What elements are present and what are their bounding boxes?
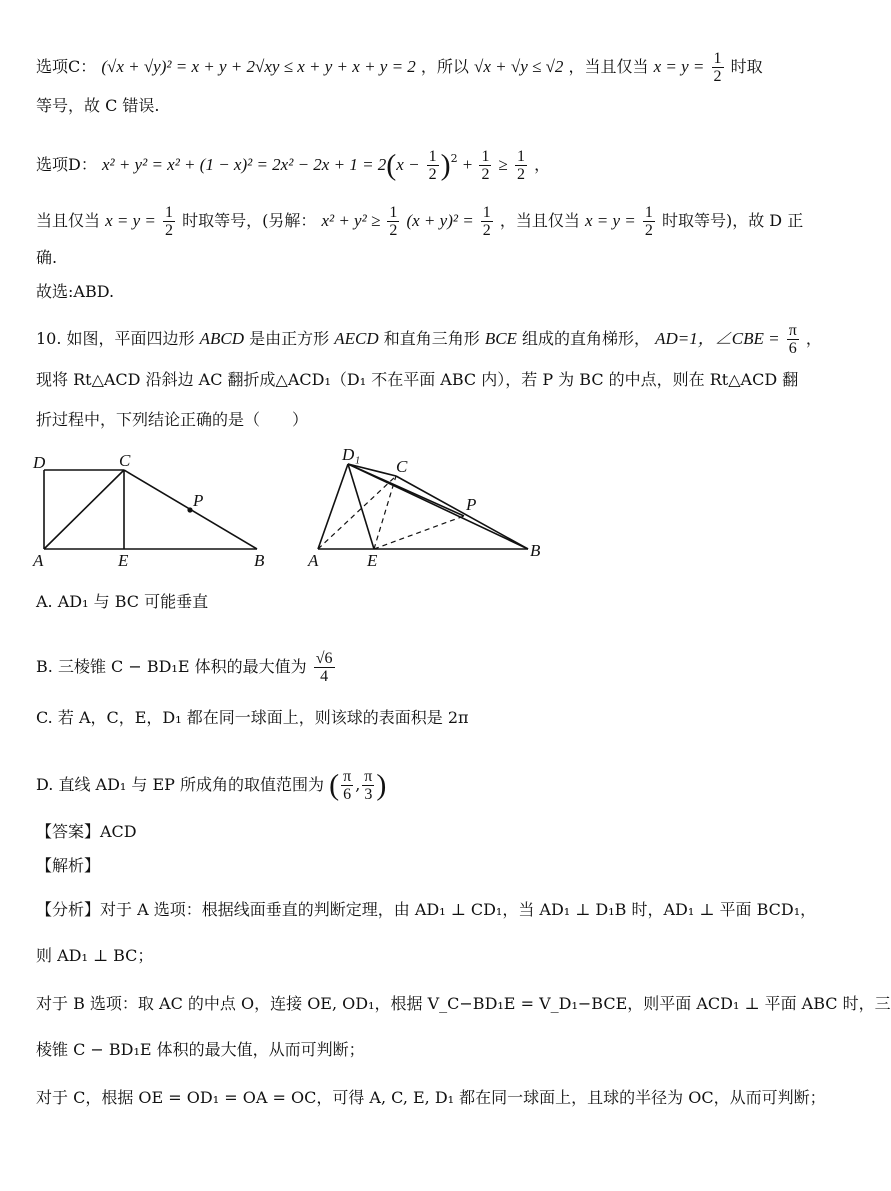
- label-d: D: [33, 453, 46, 472]
- label-p: P: [466, 495, 477, 514]
- analysis-heading: 【解析】: [36, 856, 101, 875]
- label-b: B: [530, 541, 541, 560]
- question-10-line2: 现将 Rt△ACD 沿斜边 AC 翻折成△ACD₁（D₁ 不在平面 ABC 内），若 P 为 BC 的中点，则在 Rt△ACD 翻: [36, 370, 799, 389]
- analysis-p2: 则 AD₁ ⊥ BC；: [36, 946, 154, 965]
- option-c-line: 选项C： (√x + √y)² = x + y + 2√xy ≤ x + y + x + y = 2 ，所以 √x + √y ≤ √2 ，当且仅当 x = y = $\frac{1}{2}$ 时取: [36, 50, 763, 85]
- analysis-p5: 对于 C，根据 OE = OD₁ = OA = OC，可得 A, C, E, D₁ 都在同一球面上，且球的半径为 OC，从而可判断；: [36, 1088, 826, 1107]
- figure-folded: [300, 444, 550, 573]
- option-d-line: 选项D： x² + y² = x² + (1 − x)² = 2x² − 2x + 1 = 2(x − $\frac{1}{2}$ )$^2$ + $\frac{1}{2}$ ≥ $\frac{1}{2}$ ，: [36, 148, 551, 183]
- math-expression: x² + y² = x² + (1 − x)² = 2x² − 2x + 1 = 2: [101, 155, 387, 174]
- figure-trapezoid: [30, 448, 280, 573]
- label-d1: D₁: [342, 445, 361, 464]
- label-c: C: [396, 457, 408, 476]
- label-p: P: [193, 491, 204, 510]
- analysis-p4: 棱锥 C − BD₁E 体积的最大值，从而可判断；: [36, 1040, 365, 1059]
- math-expression: (√x + √y)² = x + y + 2√xy ≤ x + y + x + y = 2: [101, 57, 416, 76]
- option-c: C. 若 A，C，E，D₁ 都在同一球面上，则该球的表面积是 2π: [36, 708, 469, 727]
- math-expression: √x + √y ≤ √2: [474, 57, 564, 76]
- label-e: E: [367, 551, 378, 570]
- analysis-p1: 【分析】对于 A 选项：根据线面垂直的判断定理，由 AD₁ ⊥ CD₁，当 AD₁ ⊥ D₁B 时，AD₁ ⊥ 平面 BCD₁，: [36, 900, 817, 919]
- option-c-line2: 等号，故 C 错误.: [36, 96, 160, 115]
- fraction: $\frac{1}{2}$: [428, 148, 437, 183]
- label-e: E: [118, 551, 129, 570]
- option-d-line3: 确.: [36, 248, 58, 267]
- label-a: A: [308, 551, 319, 570]
- question-10-line3: 折过程中，下列结论正确的是（ ）: [36, 410, 309, 429]
- label-a: A: [33, 551, 44, 570]
- label-c: C: [119, 451, 131, 470]
- label-b: B: [254, 551, 265, 570]
- fraction: $\frac{1}{2}$: [713, 50, 722, 85]
- answer: 【答案】ACD: [36, 822, 137, 841]
- option-a: A. AD₁ 与 BC 可能垂直: [36, 592, 209, 611]
- fraction: $\frac{1}{2}$: [516, 148, 525, 183]
- option-d-line2: 当且仅当 x = y = $\frac{1}{2}$ 时取等号，(另解： x² + y² ≥ $\frac{1}{2}$ (x + y)² = $\frac{1}{2}$ ，当且仅当 x = y = $\frac{1}{2}$ 时取等号)，故 D 正: [36, 204, 804, 239]
- question-10-line1: 10. 如图，平面四边形 ABCD 是由正方形 AECD 和直角三角形 BCE 组成的直角梯形， AD=1，∠CBE = $\frac{\pi}{6}$ ，: [36, 322, 822, 357]
- analysis-p3: 对于 B 选项：取 AC 的中点 O，连接 OE, OD₁，根据 V_C−BD₁E = V_D₁−BCE，则平面 ACD₁ ⊥ 平面 ABC 时，三: [36, 994, 891, 1013]
- answer-choice: 故选:ABD.: [36, 282, 115, 301]
- fraction: $\frac{1}{2}$: [481, 148, 490, 183]
- option-b: B. 三棱锥 C − BD₁E 体积的最大值为 $\frac{√6}{4}$: [36, 650, 333, 685]
- option-d: D. 直线 AD₁ 与 EP 所成角的取值范围为 ( $\frac{\pi}{6}$ , $\frac{\pi}{3}$ ): [36, 768, 387, 803]
